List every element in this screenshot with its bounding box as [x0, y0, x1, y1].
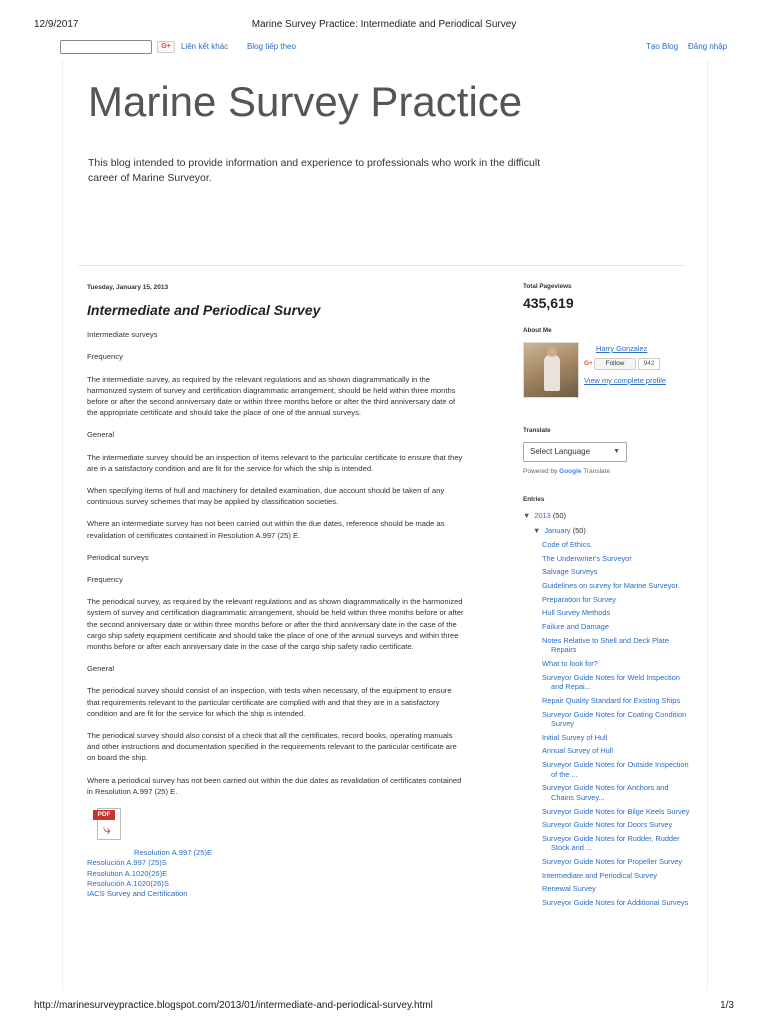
archive-post-link[interactable]: Annual Survey of Hull — [542, 746, 614, 756]
archive-post-link[interactable]: Surveyor Guide Notes for Anchors and Chains Survey... — [542, 783, 669, 802]
sidebar — [523, 282, 693, 912]
follow-button[interactable]: Follow — [594, 358, 636, 370]
archive-post-link[interactable]: Repair Quality Standard for Existing Ships — [542, 695, 681, 705]
blog-title[interactable]: Marine Survey Practice — [88, 78, 523, 125]
language-select-value: Select Language — [530, 447, 591, 456]
about-heading: About Me — [523, 327, 552, 334]
resolution-link[interactable]: IACS Survey and Certification — [87, 888, 188, 898]
caret-down-icon[interactable]: ▼ — [523, 511, 531, 520]
archive-post-link[interactable]: Initial Survey of Hull — [542, 732, 608, 742]
author-name-link[interactable]: Harry Gonzalez — [596, 344, 648, 353]
print-header — [0, 0, 768, 34]
archive-post-link[interactable]: Notes Relative to Shell and Deck Plate Repairs — [542, 635, 669, 655]
archive-post-link[interactable]: Guidelines on survey for Marine Surveyor. — [542, 581, 680, 591]
post-paragraph: General — [87, 430, 115, 440]
follower-count: 942 — [638, 358, 660, 370]
post-date: Tuesday, January 15, 2013 — [87, 284, 169, 291]
gplus-icon: G+ — [584, 360, 593, 367]
post-paragraph: The intermediate survey, as required by the relevant regulations and as shown diagrammatically in the harmonized system of survey and certification diagrammatic arrangement, should be held within three months before or after the second anniversary date or within three months before or after the third anniversary date of the appropriate certificate and should take the place of one of the annual surveys. — [87, 374, 456, 418]
post-paragraph: The periodical survey should consist of an inspection, with tests when necessary, of the equipment to ensure that requirements relevant to the particular certificate are complied with and that they are in a satisfactory condition and are fit for the service for which the ship is intended. — [87, 686, 452, 718]
pdf-icon[interactable]: PDF ⤷ — [93, 808, 125, 844]
print-page-number: 1/3 — [720, 1000, 734, 1011]
archive-post-link[interactable]: Surveyor Guide Notes for Bilge Keels Survey — [542, 806, 690, 816]
resolution-link[interactable]: Resolución A.1020(26)S — [87, 878, 169, 888]
search-input[interactable] — [60, 40, 152, 54]
chevron-down-icon: ▼ — [613, 448, 620, 455]
archive-post-link[interactable]: What to look for? — [542, 659, 598, 668]
resolution-link[interactable]: Resolución A.997 (25)S — [87, 858, 167, 868]
archive-post-link[interactable]: Surveyor Guide Notes for Propeller Survey — [542, 857, 683, 867]
archive-year[interactable]: ▼ 2013 (50) — [523, 511, 566, 520]
header-divider — [78, 265, 686, 266]
google-logo[interactable]: Google — [559, 468, 582, 475]
caret-down-icon[interactable]: ▼ — [533, 526, 541, 535]
pageviews-count: 435,619 — [523, 295, 574, 311]
print-date: 12/9/2017 — [34, 19, 79, 30]
post-paragraph: Frequency — [87, 575, 123, 585]
blogger-navbar — [0, 34, 768, 60]
author-avatar[interactable] — [523, 342, 579, 398]
translate-heading: Translate — [523, 427, 551, 434]
archive-post-list — [523, 540, 693, 908]
print-title: Marine Survey Practice: Intermediate and Periodical Survey — [251, 19, 517, 30]
post-paragraph: The periodical survey should also consist of a check that all the certificates, record books, operating manuals and other instructions and documentation specified in the requirements relevant to the particular certificate are on board the ship. — [87, 731, 457, 763]
post-paragraph: Where a periodical survey has not been carried out within the due dates as revalidation of certificates contained in Resolution A.997 (25) E. — [87, 775, 462, 796]
post-paragraph: Frequency — [87, 352, 123, 362]
archive-post-link[interactable]: Preparation for Survey — [542, 594, 616, 604]
blog-description: This blog intended to provide information and experience to professionals who work in the difficult career of Marine Surveyor. — [88, 157, 541, 184]
powered-by-google: Powered by Google Translate — [523, 468, 611, 475]
resolution-link[interactable]: Resolution A.997 (25)E — [134, 848, 213, 858]
post-title[interactable]: Intermediate and Periodical Survey — [87, 302, 321, 319]
archive-post-link[interactable]: Intermediate and Periodical Survey — [542, 870, 658, 880]
post-paragraph: The periodical survey, as required by the relevant regulations and as shown diagrammatically in the harmonized system of survey and certification diagrammatic arrangement, should be held within three months before or after the second anniversary date or within three months before or after the third anniversary date in the case of the cargo ship safety equipment certificate and should take the place of one of the annual surveys and within three months before or after each anniversary date in the case of the cargo ship safety radio certificate. — [87, 597, 464, 652]
archive-post-link[interactable]: Surveyor Guide Notes for Weld Inspection and Repai... — [542, 672, 680, 692]
next-blog-link[interactable]: Blog tiếp theo — [247, 42, 296, 51]
pageviews-heading: Total Pageviews — [523, 283, 572, 290]
archive-post-link[interactable]: Code of Ethics. — [542, 540, 593, 549]
create-blog-link[interactable]: Tạo Blog — [646, 42, 679, 51]
language-select[interactable] — [523, 442, 627, 462]
print-url: http://marinesurveypractice.blogspot.com/2013/01/intermediate-and-periodical-survey.html — [34, 1000, 433, 1011]
pdf-label: PDF — [93, 810, 115, 820]
archive-month[interactable]: ▼ January (50) — [533, 526, 586, 535]
archive-post-link[interactable]: Hull Survey Methods — [542, 608, 611, 618]
archive-post-link[interactable]: Surveyor Guide Notes for Doors Survey — [542, 820, 673, 830]
archive-post-link[interactable]: Renewal Survey — [542, 884, 596, 894]
gplus-share-button[interactable]: G+ — [157, 41, 175, 53]
archive-post-link[interactable]: The Underwriter's Surveyor — [542, 553, 632, 563]
post-column — [87, 282, 465, 899]
about-me-widget — [523, 342, 693, 408]
post-paragraph: The intermediate survey should be an inspection of items relevant to the particular certificate to ensure that they are in a satisfactory condition and are fit for the service for which the ship is intended. — [87, 452, 463, 473]
post-paragraph: When specifying items of hull and machinery for detailed examination, due account should be taken of any continuous survey schemes that may be applied by classification societies. — [87, 486, 445, 507]
more-blogs-link[interactable]: Liên kết khác — [181, 42, 229, 51]
archive-post-link[interactable]: Salvage Surveys — [542, 567, 598, 577]
archive-post-link[interactable]: Surveyor Guide Notes for Rudder, Rudder Stock and ... — [542, 833, 680, 853]
archive-post-link[interactable]: Surveyor Guide Notes for Outside Inspection of the ... — [542, 760, 689, 779]
sign-in-link[interactable]: Đăng nhập — [688, 42, 728, 51]
resolution-link[interactable]: Resolution A.1020(26)E — [87, 868, 168, 878]
blog-archive — [523, 511, 693, 908]
archive-post-link[interactable]: Surveyor Guide Notes for Additional Surveys — [542, 898, 689, 908]
view-profile-link[interactable]: View my complete profile — [584, 376, 667, 385]
post-paragraph: General — [87, 664, 115, 674]
archive-post-link[interactable]: Surveyor Guide Notes for Coating Condition Survey — [542, 709, 687, 729]
post-paragraph: Periodical surveys — [87, 552, 149, 562]
post-paragraph: Where an intermediate survey has not been carried out within the due dates, reference should be made as revalidation of certificates contained in Resolution A.997 (25) E. — [87, 519, 445, 540]
entries-heading: Entries — [523, 496, 545, 503]
post-paragraph: Intermediate surveys — [87, 330, 158, 340]
archive-post-link[interactable]: Failure and Damage — [542, 622, 609, 632]
follow-widget — [584, 358, 660, 370]
resolution-links — [87, 848, 465, 899]
